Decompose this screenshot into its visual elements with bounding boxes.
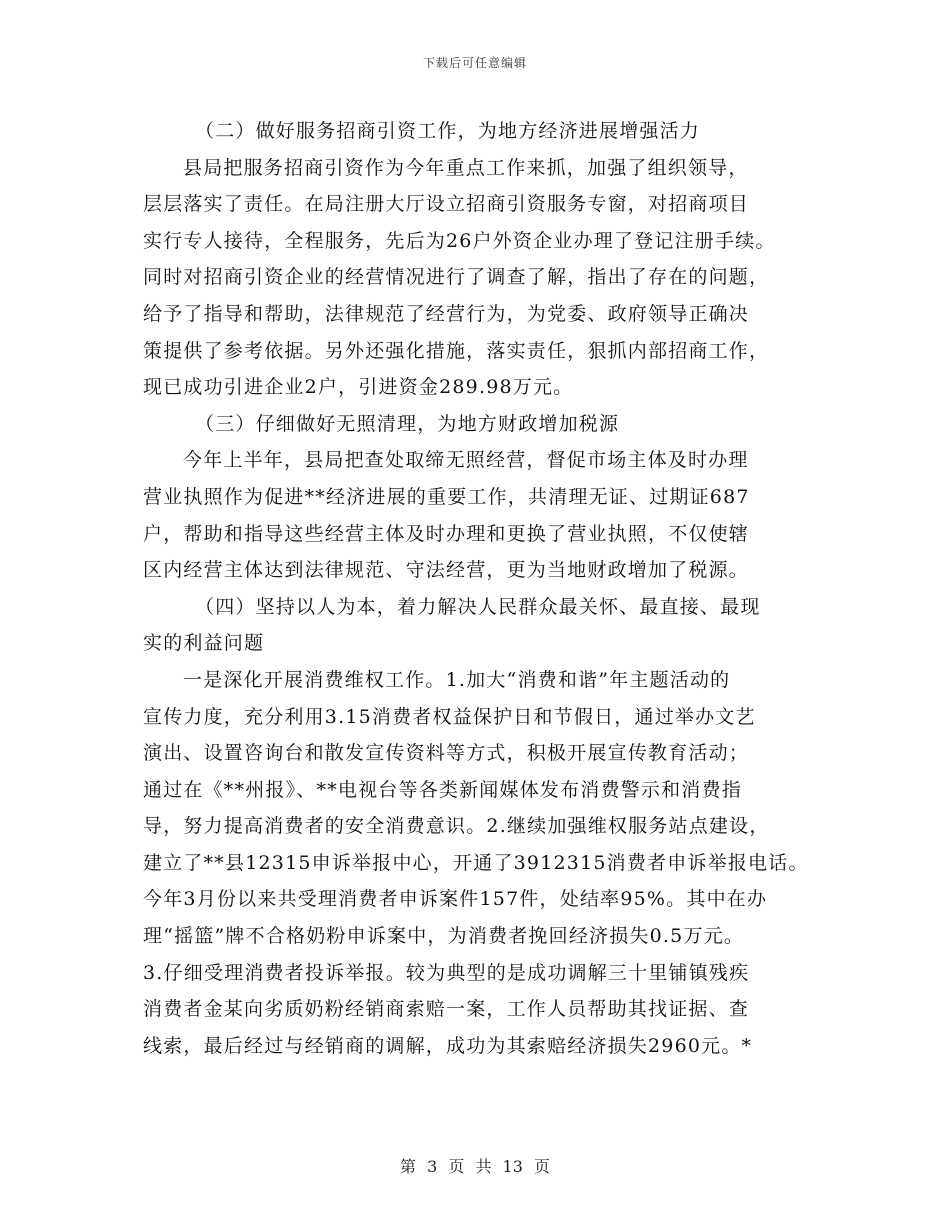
page-header: 下载后可任意编辑 bbox=[422, 56, 527, 70]
paragraph-line: 一是深化开展消费维权工作。1.加大“消费和谐”年主题活动的 bbox=[183, 668, 731, 691]
paragraph-line: 同时对招商引资企业的经营情况进行了调查了解，指出了存在的问题， bbox=[143, 266, 770, 289]
paragraph-line: 今年上半年，县局把查处取缔无照经营，督促市场主体及时办理 bbox=[183, 449, 749, 472]
paragraph-line: 策提供了参考依据。另外还强化措施，落实责任，狠抓内部招商工作， bbox=[143, 339, 770, 362]
section-heading-4: （四）坚持以人为本，着力解决人民群众最关怀、最直接、最现 bbox=[195, 595, 761, 618]
paragraph-line: 县局把服务招商引资作为今年重点工作来抓，加强了组织领导， bbox=[183, 156, 749, 179]
paragraph-line: 建立了**县12315申诉举报中心，开通了3912315消费者申诉举报电话。 bbox=[143, 851, 809, 874]
paragraph-line: 实行专人接待，全程服务，先后为26户外资企业办理了登记注册手续。 bbox=[143, 229, 776, 252]
paragraph-line: 区内经营主体达到法律规范、守法经营，更为当地财政增加了税源。 bbox=[143, 559, 750, 582]
paragraph-line: 理“摇篮”牌不合格奶粉申诉案中，为消费者挽回经济损失0.5万元。 bbox=[143, 925, 745, 948]
paragraph-line: 通过在《**州报》、**电视台等各类新闻媒体发布消费警示和消费指 bbox=[143, 778, 742, 801]
paragraph-line: 营业执照作为促进**经济进展的重要工作，共清理无证、过期证687 bbox=[143, 485, 750, 508]
paragraph-line: 3.仔细受理消费者投诉举报。较为典型的是成功调解三十里铺镇残疾 bbox=[143, 961, 750, 984]
section-heading-3: （三）仔细做好无照清理，为地方财政增加税源 bbox=[195, 412, 620, 435]
paragraph-line: 今年3月份以来共受理消费者申诉案件157件，处结率95%。其中在办 bbox=[143, 888, 768, 911]
paragraph-line: 线索，最后经过与经销商的调解，成功为其索赔经济损失2960元。* bbox=[143, 1034, 753, 1057]
document-body bbox=[143, 113, 843, 1064]
section-heading-2: （二）做好服务招商引资工作，为地方经济进展增强活力 bbox=[195, 120, 701, 142]
page-number-footer: 第 3 页 共 13 页 bbox=[400, 1157, 550, 1176]
section-heading-4-continued: 实的利益问题 bbox=[143, 632, 265, 655]
paragraph-line: 层层落实了责任。在局注册大厅设立招商引资服务专窗，对招商项目 bbox=[143, 193, 750, 216]
paragraph-line: 户，帮助和指导这些经营主体及时办理和更换了营业执照，不仅使辖 bbox=[143, 522, 750, 545]
paragraph-line: 宣传力度，充分利用3.15消费者权益保护日和节假日，通过举办文艺 bbox=[143, 705, 756, 728]
paragraph-line: 消费者金某向劣质奶粉经销商索赔一案，工作人员帮助其找证据、查 bbox=[143, 998, 750, 1021]
paragraph-line: 现已成功引进企业2户，引进资金289.98万元。 bbox=[143, 376, 574, 399]
paragraph-line: 演出、设置咨询台和散发宣传资料等方式，积极开展宣传教育活动； bbox=[143, 742, 750, 765]
paragraph-line: 导，努力提高消费者的安全消费意识。2.继续加强维权服务站点建设， bbox=[143, 815, 770, 838]
paragraph-line: 给予了指导和帮助，法律规范了经营行为，为党委、政府领导正确决 bbox=[143, 302, 750, 325]
